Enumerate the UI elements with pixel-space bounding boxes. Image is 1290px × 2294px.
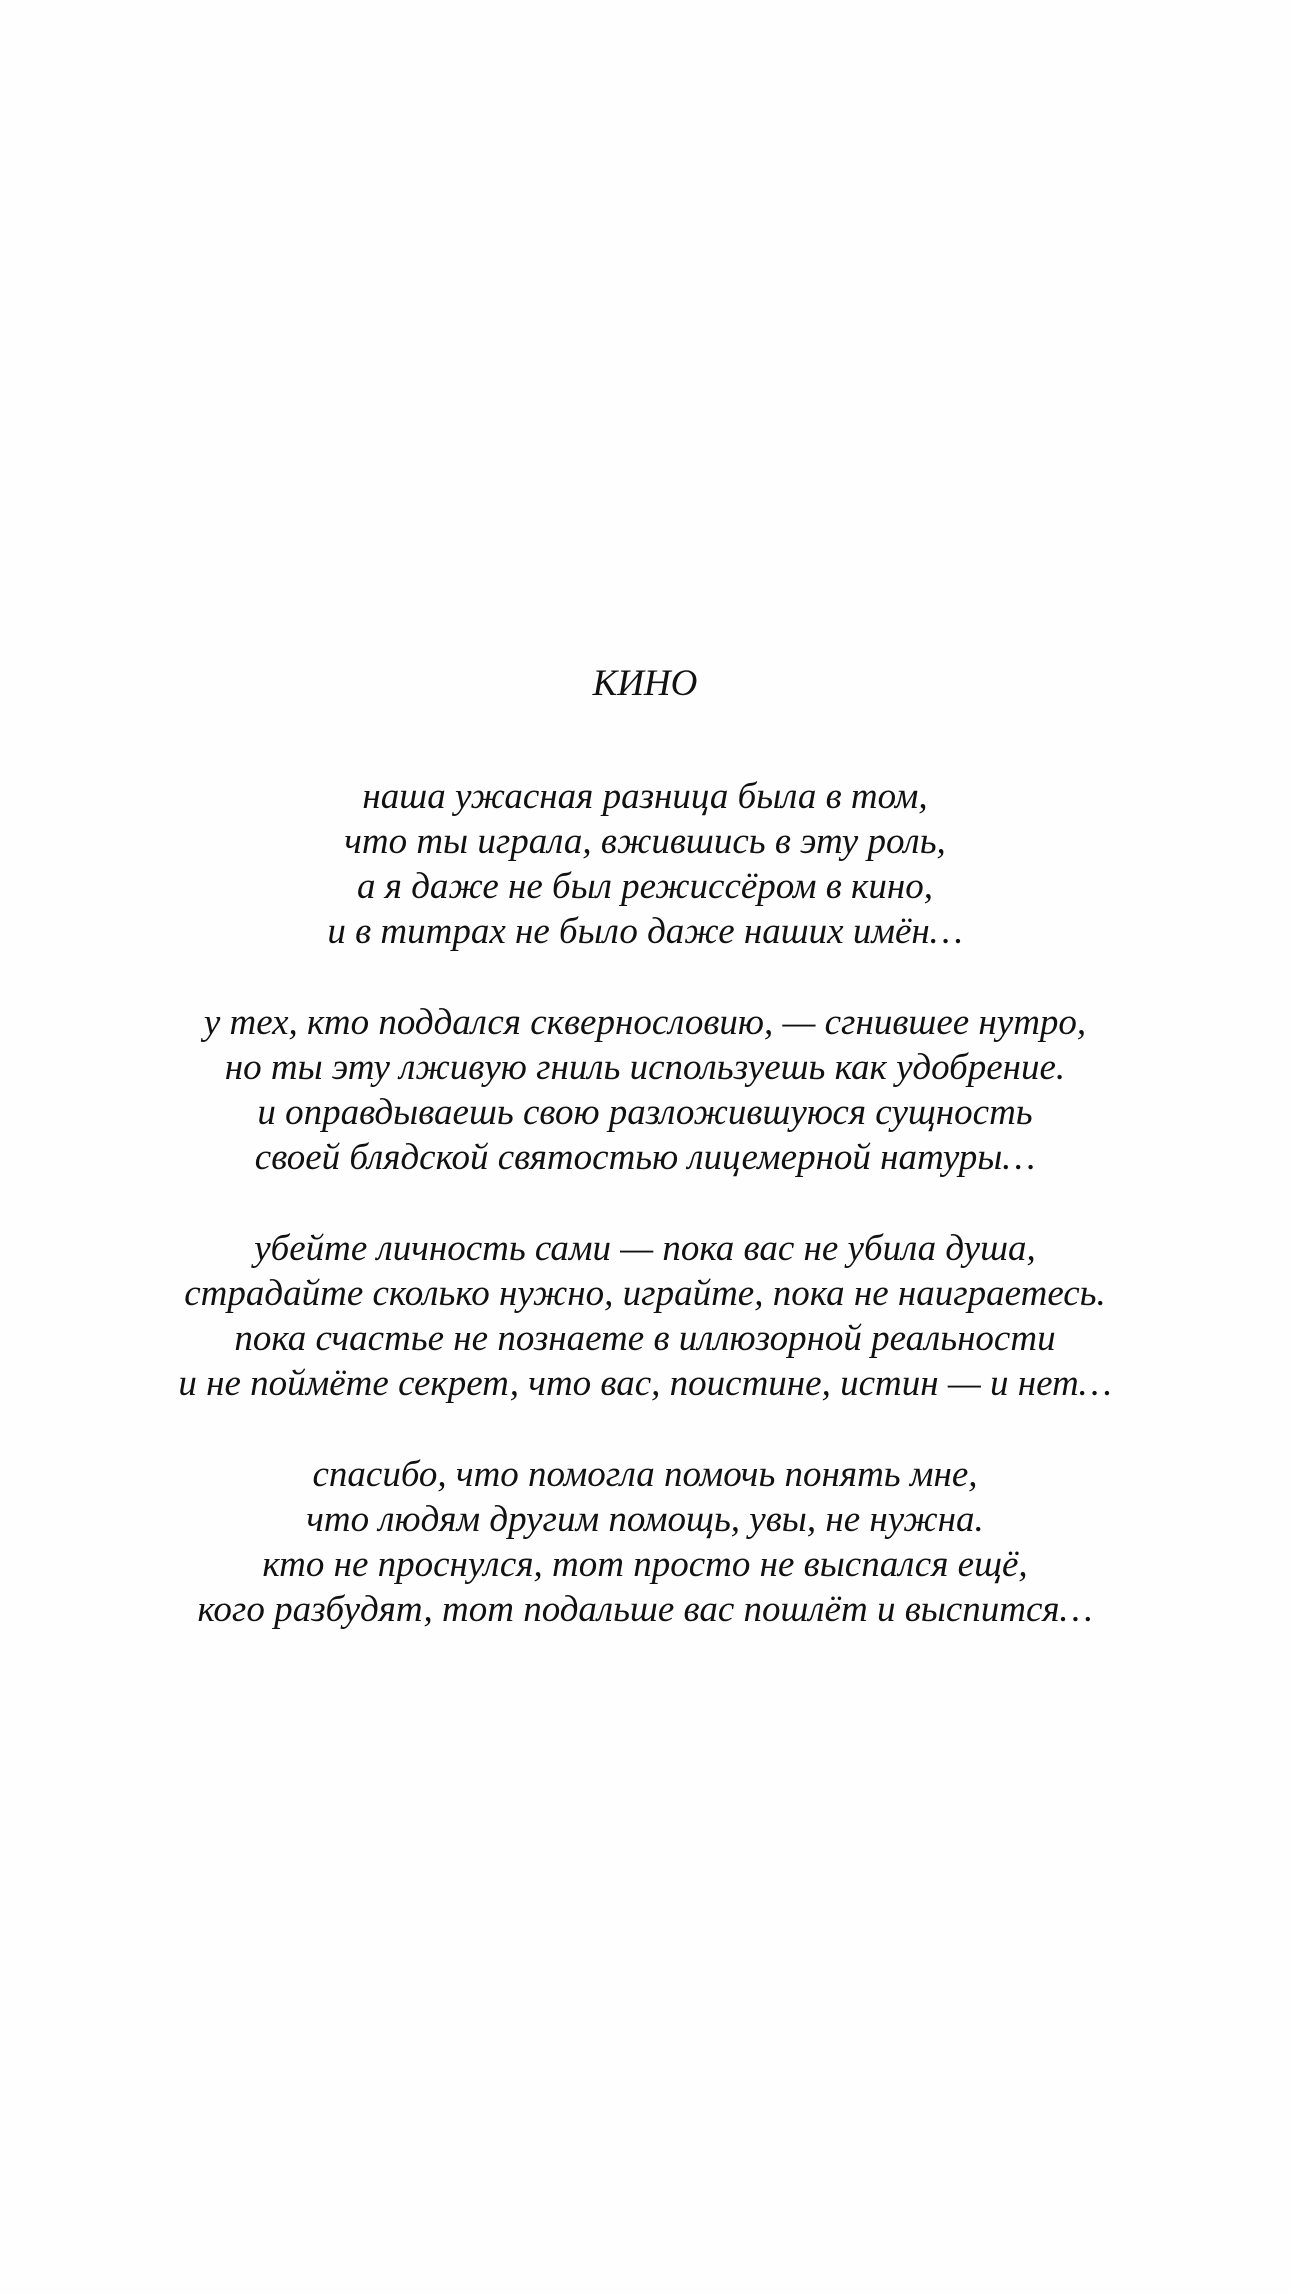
poem-line: что людям другим помощь, увы, не нужна. xyxy=(306,1499,984,1540)
poem xyxy=(0,660,1290,1678)
poem-line: убейте личность сами — пока вас не убила душа, xyxy=(254,1228,1036,1269)
poem-line: кого разбудят, тот подальше вас пошлёт и выспится… xyxy=(197,1589,1093,1630)
poem-line: своей блядской святостью лицемерной натуры… xyxy=(254,1137,1036,1178)
poem-line: и оправдываешь свою разложившуюся сущность xyxy=(257,1092,1033,1133)
poem-line: пока счастье не познаете в иллюзорной реальности xyxy=(234,1318,1056,1359)
poem-line: а я даже не был режиссёром в кино, xyxy=(357,866,933,907)
poem-line: и в титрах не было даже наших имён… xyxy=(327,911,963,952)
poem-line: наша ужасная разница была в том, xyxy=(362,776,928,817)
stanza-3 xyxy=(0,1226,1290,1406)
poem-title: КИНО xyxy=(592,663,698,704)
poem-line: кто не проснулся, тот просто не выспался ещё, xyxy=(262,1544,1028,1585)
stanza-2 xyxy=(0,1000,1290,1180)
poem-line: страдайте сколько нужно, играйте, пока не наиграетесь. xyxy=(184,1273,1106,1314)
poem-line: у тех, кто поддался сквернословию, — сгнившее нутро, xyxy=(203,1002,1087,1043)
poem-line: и не поймёте секрет, что вас, поистине, истин — и нет… xyxy=(178,1363,1112,1404)
poem-line: что ты играла, вжившись в эту роль, xyxy=(344,821,946,862)
stanza-1 xyxy=(0,774,1290,954)
poem-line: спасибо, что помогла помочь понять мне, xyxy=(312,1454,978,1495)
stanza-4 xyxy=(0,1452,1290,1632)
poem-line: но ты эту лживую гниль используешь как удобрение. xyxy=(224,1047,1066,1088)
